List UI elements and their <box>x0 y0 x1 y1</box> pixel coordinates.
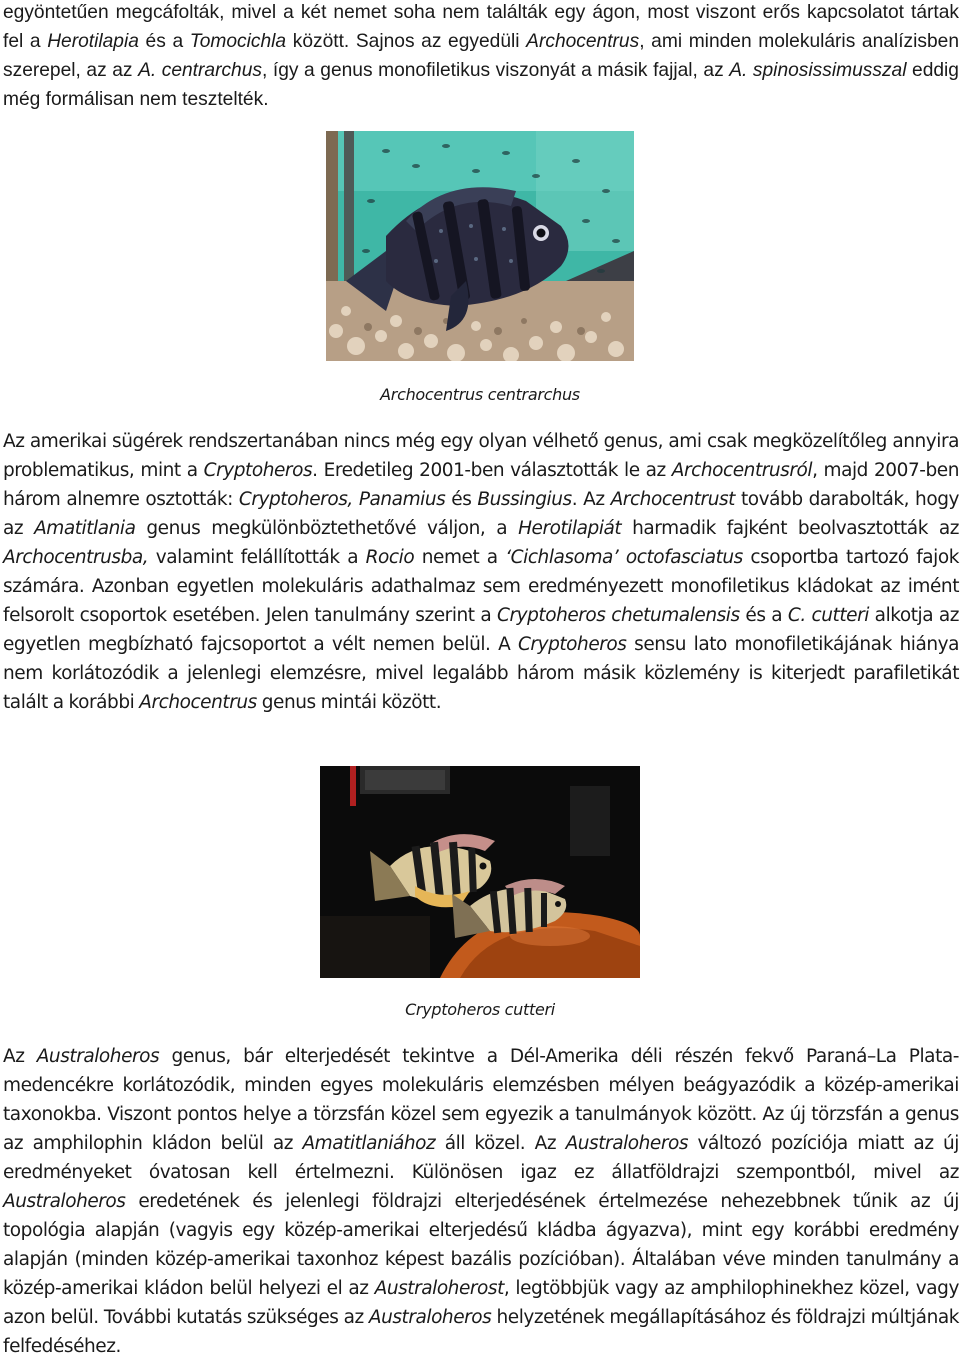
text-run: . Az <box>571 489 611 510</box>
text-run: genus megkülönböztethetővé váljon, a <box>135 518 519 539</box>
text-run: , így a genus monofiletikus viszonyát a másik fajjal, az <box>262 60 730 81</box>
text-run: genus, bár elterjedését tekintve a Dél-Amerika déli részén fekvő Paraná–La Plata-medencékre korlátozódik, minden egyes molekuláris elemzésben mélyen beágyazódik a közép-amerikai taxonokba. Viszont pontos helye a törzsfán közel sem egyezik a tanulmányok között. Az új törzsfán a genus az amphilophin kládon belül az <box>3 1046 959 1154</box>
italic-genus: Cryptoheros, Panamius <box>238 489 446 510</box>
text-run: , majd 2007-ben három alnemre osztották: <box>3 460 959 510</box>
italic-species: C. cutteri <box>787 605 869 626</box>
italic-genus: Archocentrust <box>610 489 735 510</box>
text-run: , ami minden molekuláris analízisben szerepel, az az <box>3 31 959 81</box>
text-run: genus mintái között. <box>256 692 442 713</box>
text-run: helyzetének megállapításához és földrajzi múltjának felfedéséhez. <box>3 1307 959 1357</box>
text-run: valamint felállították a <box>148 547 366 568</box>
italic-genus: Tomocichla <box>189 31 287 52</box>
text-run: és <box>445 489 478 510</box>
figure-caption: Archocentrus centrarchus <box>380 385 580 404</box>
text-run: között. Sajnos az egyedüli <box>286 31 527 52</box>
italic-genus: Herotilapia <box>47 31 139 52</box>
archocentrus-photo <box>326 131 634 361</box>
italic-genus: Archocentrus <box>139 692 257 713</box>
text-run: változó pozíciója miatt az új eredményeket óvatosan kell értelmezni. Különösen igaz ez állatföldrajzi szempontból, mivel az <box>3 1133 959 1183</box>
italic-genus: Herotilapiát <box>518 518 622 539</box>
text-run: Az <box>3 1046 37 1067</box>
text-run: , legtöbbjük vagy az amphilophinekhez közel, vagy azon belül. További kutatás szükséges az <box>3 1278 959 1328</box>
italic-genus: Amatitlaniához <box>302 1133 436 1154</box>
text-run: áll közel. Az <box>435 1133 566 1154</box>
italic-genus: Australoherost <box>374 1278 504 1299</box>
italic-species: ‘Cichlasoma’ octofasciatus <box>505 547 743 568</box>
text-run: . Eredetileg 2001-ben választották le az <box>312 460 672 481</box>
italic-genus: Bussingius <box>477 489 572 510</box>
italic-genus: Archocentrusról <box>671 460 813 481</box>
text-run: tovább darabolták, hogy az <box>3 489 959 539</box>
italic-genus: Archocentrus <box>526 31 640 52</box>
italic-genus: Amatitlania <box>34 518 136 539</box>
text-run: és a <box>739 605 788 626</box>
text-run: Az amerikai sügérek rendszertanában nincs még egy olyan vélhető genus, ami csak megközelítőleg annyira problematikus, mint a <box>3 431 959 481</box>
archocentrus-photo-image <box>326 131 634 361</box>
italic-genus: Rocio <box>365 547 415 568</box>
italic-genus: Cryptoheros <box>517 634 627 655</box>
text-run: harmadik fajként beolvasztották az <box>621 518 960 539</box>
text-run: eddig még formálisan nem tesztelték. <box>3 60 959 110</box>
italic-genus: Archocentrusba, <box>3 547 149 568</box>
figure-caption: Cryptoheros cutteri <box>405 1000 555 1019</box>
cryptoheros-photo <box>320 766 640 978</box>
text-run: és a <box>138 31 190 52</box>
text-run: alkotja az egyetlen megbízható fajcsoportot a vélt nemen belül. A <box>3 605 959 655</box>
intro-paragraph <box>3 0 959 114</box>
italic-genus: Australoheros <box>368 1307 492 1328</box>
italic-species: Cryptoheros chetumalensis <box>496 605 740 626</box>
text-run: nemet a <box>414 547 506 568</box>
italic-species: A. spinosissimusszal <box>729 60 907 81</box>
cryptoheros-photo-image <box>320 766 640 978</box>
text-run: csoportba tartozó fajok számára. Azonban egyetlen molekuláris adathalmaz sem eredményezett monofiletikus kládokat az imént felsorolt csoportok esetében. Jelen tanulmány szerint a <box>3 547 959 626</box>
text-run: sensu lato monofiletikájának hiánya nem korlátozódik a jelenlegi elemzésre, mivel legalább három másik közlemény is kiterjedt parafiletikát talált a korábbi <box>3 634 959 713</box>
italic-genus: Australoheros <box>3 1191 126 1212</box>
italic-species: A. centrarchus <box>138 60 262 81</box>
text-run: eredetének és jelenlegi földrajzi elterjedésének értelmezése nehezebbnek tűnik az új topológia alapján (vagyis egy közép-amerikai elterjedésű kládba ágyazva), mint egy korábbi eredmény alapján (minden közép-amerikai taxonhoz képest bazális pozícióban). Általában véve minden tanulmány a közép-amerikai kládon belül helyezi el az <box>3 1191 959 1299</box>
body-paragraph-australoheros <box>3 1042 959 1361</box>
italic-genus: Cryptoheros <box>203 460 313 481</box>
body-paragraph-cryptoheros <box>3 427 959 717</box>
italic-genus: Australoheros <box>565 1133 689 1154</box>
text-run: egyöntetűen megcáfolták, mivel a két nemet soha nem találták egy ágon, most viszont erős kapcsolatot tártak fel a <box>3 2 959 52</box>
italic-genus: Australoheros <box>36 1046 160 1067</box>
